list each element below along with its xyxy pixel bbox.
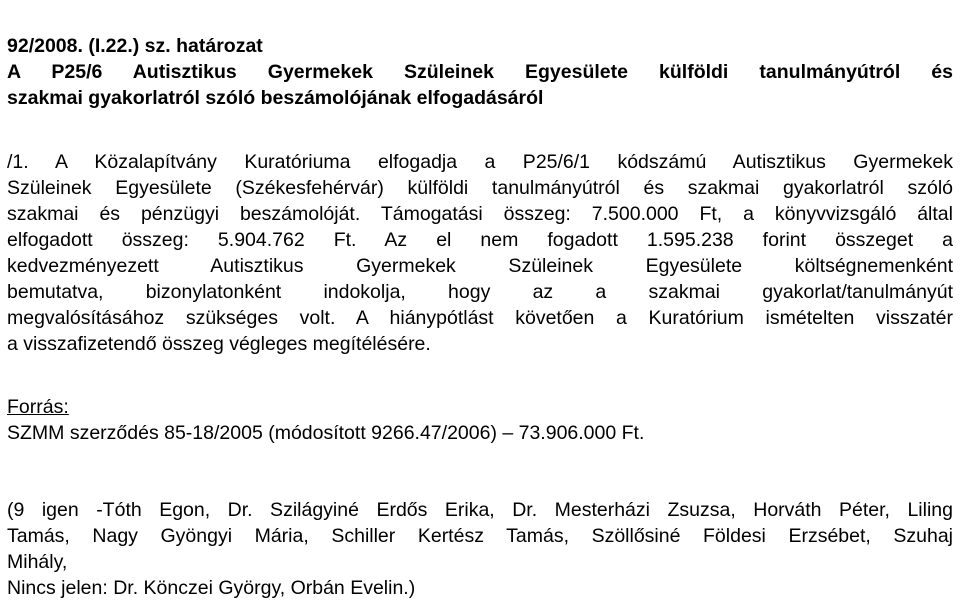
decision-heading [7, 33, 953, 111]
body-line: elfogadott összeg: 5.904.762 Ft. Az el nem fogadott 1.595.238 forint összeget a [7, 229, 953, 251]
body-line: szakmai és pénzügyi beszámolóját. Támogatási összeg: 7.500.000 Ft, a könyvvizsgáló által [7, 203, 953, 225]
body-line: a visszafizetendő összeg végleges megítélésére. [7, 333, 431, 355]
vote-line: (9 igen -Tóth Egon, Dr. Szilágyiné Erdős Erika, Dr. Mesterházi Zsuzsa, Horváth Péter, Liling [7, 499, 953, 521]
decision-number: 92/2008. (I.22.) sz. határozat [7, 35, 263, 57]
decision-title-line: szakmai gyakorlatról szóló beszámolójának elfogadásáról [7, 87, 544, 109]
vote-line: Nincs jelen: Dr. Könczei György, Orbán Evelin.) [7, 577, 416, 599]
source-text: SZMM szerződés 85-18/2005 (módosított 9266.47/2006) – 73.906.000 Ft. [7, 422, 645, 444]
body-line: /1. A Közalapítvány Kuratóriuma elfogadja a P25/6/1 kódszámú Autisztikus Gyermekek [7, 151, 953, 173]
body-line: Szüleinek Egyesülete (Székesfehérvár) külföldi tanulmányútról és szakmai gyakorlatról szóló [7, 177, 953, 199]
body-line: bemutatva, bizonylatonként indokolja, hogy az a szakmai gyakorlat/tanulmányút [7, 281, 953, 303]
funding-source [7, 394, 953, 446]
body-line: megvalósításához szükséges volt. A hiánypótlást követően a Kuratórium ismételten visszatér [7, 307, 953, 329]
source-label: Forrás: [7, 396, 69, 418]
decision-body [7, 149, 953, 357]
body-line: kedvezményezett Autisztikus Gyermekek Szüleinek Egyesülete költségnemenként [7, 255, 953, 277]
vote-record [7, 497, 953, 601]
decision-title-line: A P25/6 Autisztikus Gyermekek Szüleinek Egyesülete külföldi tanulmányútról és [7, 61, 953, 83]
vote-line: Mihály, [7, 551, 68, 573]
vote-line: Tamás, Nagy Gyöngyi Mária, Schiller Kertész Tamás, Szöllősiné Földesi Erzsébet, Szuhaj [7, 525, 953, 547]
